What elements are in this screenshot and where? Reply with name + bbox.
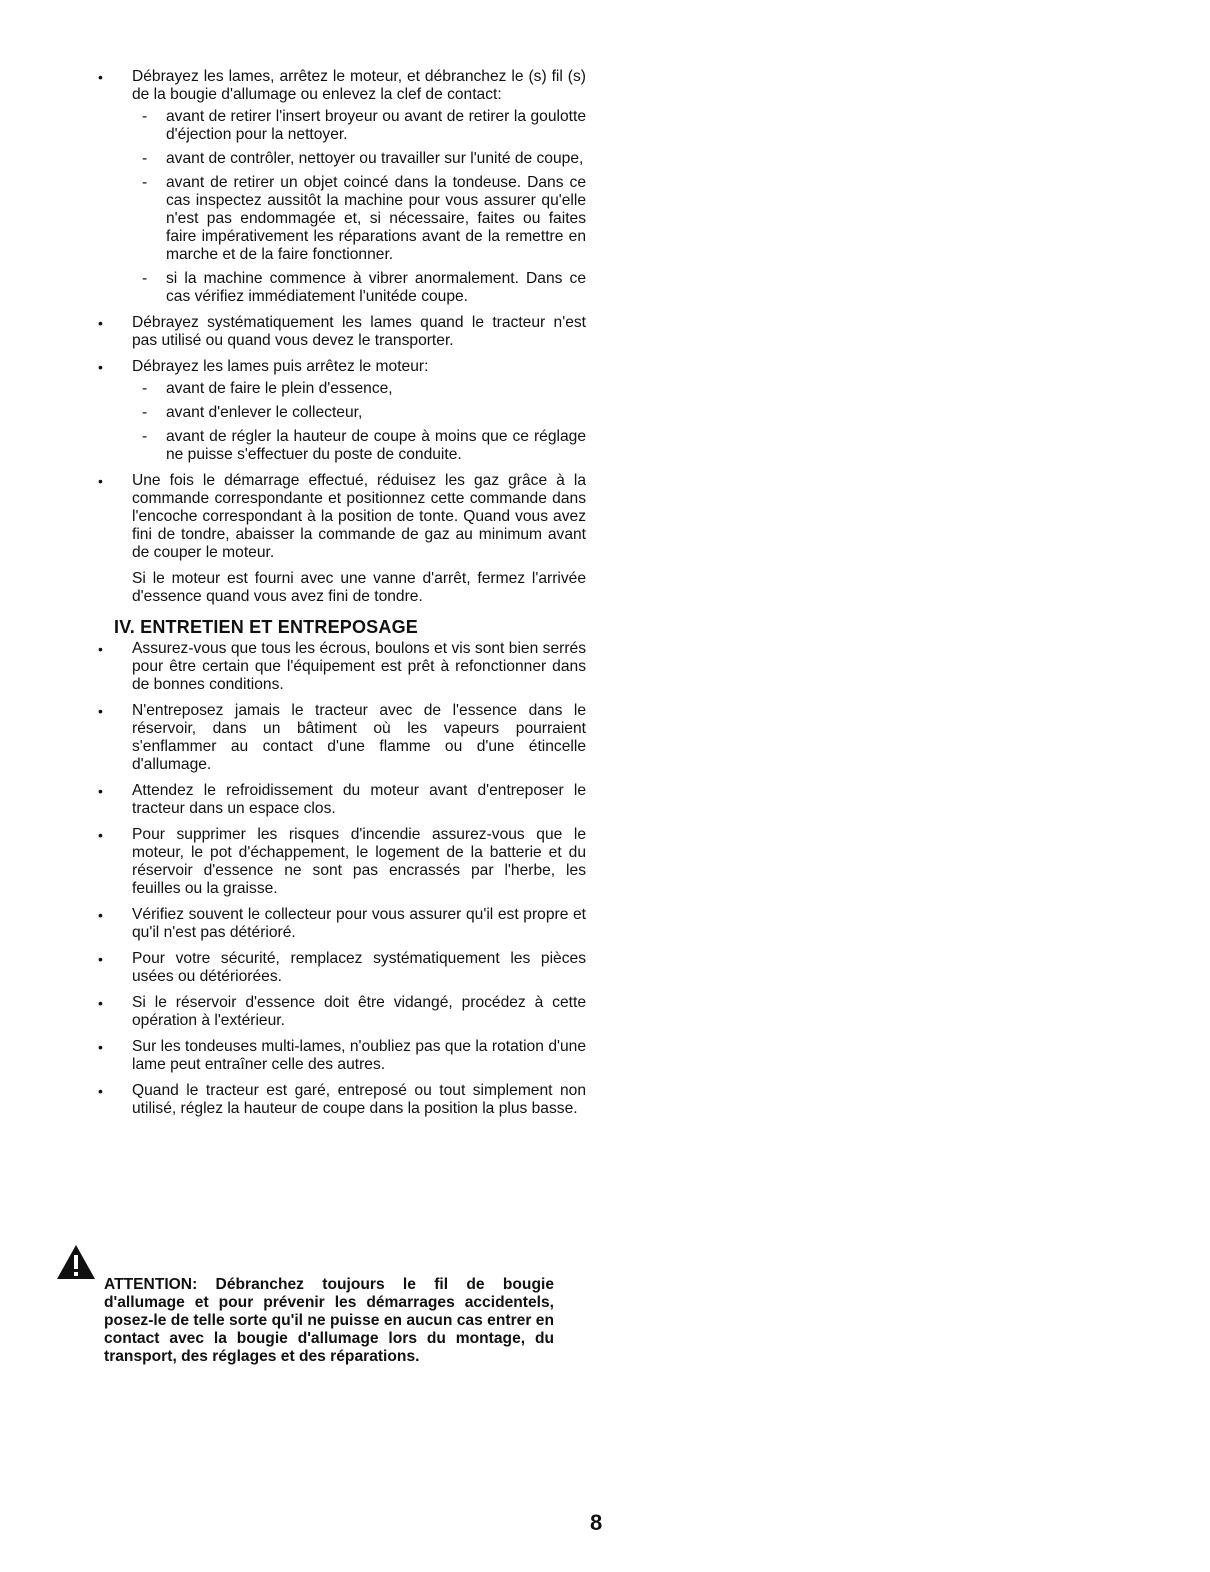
- sub-list-item: - avant de retirer un objet coincé dans la tondeuse. Dans ce cas inspectez aussitôt la machine pour vous assurer qu'elle n'est pas endommagée et, si nécessaire, faites ou faites faire impérativement les réparations avant de la remettre en marche et de la faire fonctionner.: [132, 174, 586, 264]
- paragraph: Si le moteur est fourni avec une vanne d'arrêt, fermez l'arrivée d'essence quand vous avez fini de tondre.: [132, 570, 586, 605]
- bullet-text: • Pour supprimer les risques d'incendie assurez-vous que le moteur, le pot d'échappement, le logement de la batterie et du réservoir d'essence ne sont pas encrassés par l'herbe, les feuilles ou la graisse.: [132, 826, 586, 897]
- sub-list-item: - si la machine commence à vibrer anormalement. Dans ce cas vérifiez immédiatement l'unitéde coupe.: [132, 270, 586, 306]
- bullet-text: • Débrayez les lames puis arrêtez le moteur:: [132, 358, 429, 375]
- bullet-text: • Sur les tondeuses multi-lames, n'oubliez pas que la rotation d'une lame peut entraîner celle des autres.: [132, 1038, 586, 1073]
- warning-text: ATTENTION: Débranchez toujours le fil de bougie d'allumage et pour prévenir les démarrages accidentels, posez-le de telle sorte qu'il ne puisse en aucun cas entrer en contact avec la bougie d'allumage lors du montage, du transport, des réglages et des réparations.: [104, 1276, 554, 1365]
- bullet-text: • Pour votre sécurité, remplacez systématiquement les pièces usées ou détériorées.: [132, 950, 586, 985]
- list-item: [96, 68, 586, 306]
- list-item: [96, 950, 586, 986]
- sub-list: [132, 380, 586, 464]
- sub-list-item: - avant de contrôler, nettoyer ou travailler sur l'unité de coupe,: [132, 150, 586, 168]
- list-item: [96, 1082, 586, 1118]
- list-item: [96, 472, 586, 562]
- sub-list: [132, 108, 586, 306]
- warning-triangle-icon: [56, 1244, 96, 1280]
- bullet-text: • Vérifiez souvent le collecteur pour vous assurer qu'il est propre et qu'il n'est pas détérioré.: [132, 906, 586, 941]
- bullet-text: • Assurez-vous que tous les écrous, boulons et vis sont bien serrés pour être certain que l'équipement est prêt à refonctionner dans de bonnes conditions.: [132, 640, 586, 693]
- sub-list-item: - avant d'enlever le collecteur,: [132, 404, 586, 422]
- bullet-text: • Attendez le refroidissement du moteur avant d'entreposer le tracteur dans un espace clos.: [132, 782, 586, 817]
- list-item: [96, 782, 586, 818]
- list-item: [96, 994, 586, 1030]
- list-item: [96, 826, 586, 898]
- bullet-text: • Débrayez systématiquement les lames quand le tracteur n'est pas utilisé ou quand vous devez le transporter.: [132, 314, 586, 349]
- sub-list-item: - avant de faire le plein d'essence,: [132, 380, 586, 398]
- main-column: [96, 68, 586, 1126]
- list-item: [96, 358, 586, 464]
- bullet-text: • Une fois le démarrage effectué, réduisez les gaz grâce à la commande correspondante et positionnez cette commande dans l'encoche correspondant à la position de tonte. Quand vous avez fini de tondre, abaisser la commande de gaz au minimum avant de couper le moteur.: [132, 472, 586, 561]
- page-number: 8: [590, 1510, 603, 1535]
- list-item: [96, 314, 586, 350]
- list-item: [96, 1038, 586, 1074]
- bullet-text: • Si le réservoir d'essence doit être vidangé, procédez à cette opération à l'extérieur.: [132, 994, 586, 1029]
- list-item: [96, 906, 586, 942]
- bullet-text: • Quand le tracteur est garé, entreposé ou tout simplement non utilisé, réglez la hauteur de coupe dans la position la plus basse.: [132, 1082, 586, 1117]
- list-item: [96, 702, 586, 774]
- bullet-text: • N'entreposez jamais le tracteur avec de l'essence dans le réservoir, dans un bâtiment où les vapeurs pourraient s'enflammer au contact d'une flamme ou d'une étincelle d'allumage.: [132, 702, 586, 773]
- sub-list-item: - avant de retirer l'insert broyeur ou avant de retirer la goulotte d'éjection pour la nettoyer.: [132, 108, 586, 144]
- bullet-text: • Débrayez les lames, arrêtez le moteur, et débranchez le (s) fil (s) de la bougie d'allumage ou enlevez la clef de contact:: [132, 68, 586, 103]
- sub-list-item: - avant de régler la hauteur de coupe à moins que ce réglage ne puisse s'effectuer du poste de conduite.: [132, 428, 586, 464]
- section-heading: IV. ENTRETIEN ET ENTREPOSAGE: [114, 617, 418, 637]
- list-item: [96, 640, 586, 694]
